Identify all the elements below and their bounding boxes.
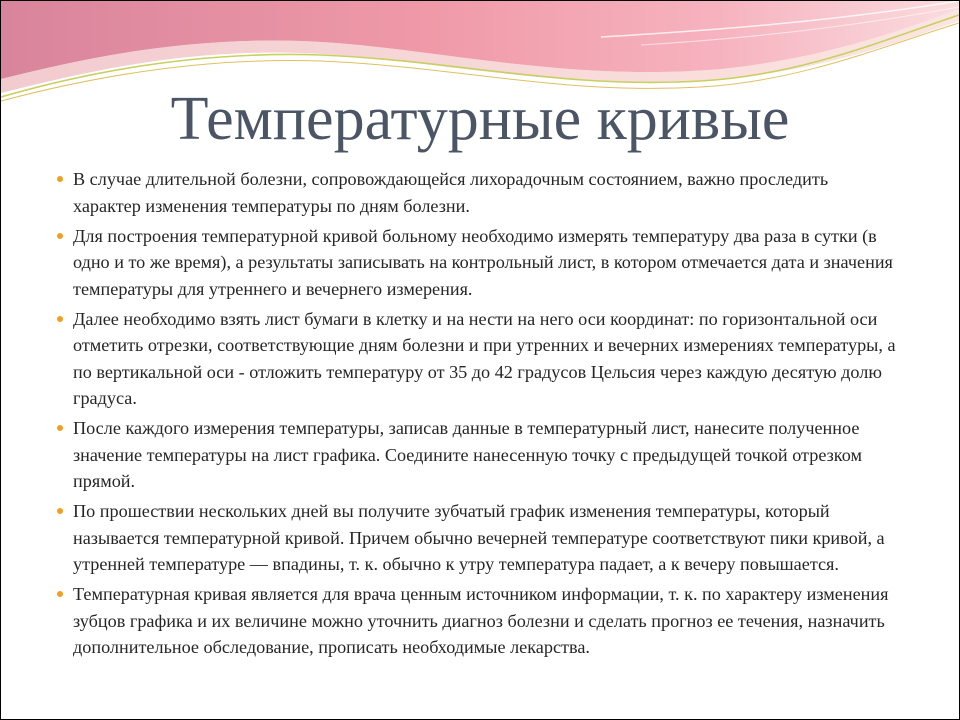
bullet-dot-icon [57, 508, 63, 514]
bullet-dot-icon [57, 425, 63, 431]
bullet-dot-icon [57, 233, 63, 239]
list-item [57, 223, 897, 303]
bullet-text: Для построения температурной кривой больному необходимо измерять температуру два раза в сутки (в одно и то же время), а результаты записывать на контрольный лист, в котором отмечается дата и значения температуры для утреннего и вечернего измерения. [73, 225, 893, 299]
list-item [57, 581, 897, 661]
bullet-dot-icon [57, 316, 63, 322]
list-item [57, 166, 897, 219]
bullet-text: После каждого измерения температуры, записав данные в температурный лист, нанесите полученное значение температуры на лист графика. Соедините нанесенную точку с предыдущей точкой отрезком прямой. [73, 418, 862, 491]
list-item [57, 306, 897, 412]
bullet-text: В случае длительной болезни, сопровождающейся лихорадочным состоянием, важно проследить характер изменения температуры по дням болезни. [73, 169, 829, 216]
bullet-text: Далее необходимо взять лист бумаги в клетку и на нести на него оси координат: по горизонтальной оси отметить отрезки, соответствующие дням болезни и при утренних и вечерних измерениях температуры, а по вертикальной оси - отложить температуру от 35 до 42 градусов Цельсия через каждую десятую долю градуса. [73, 308, 896, 408]
bullet-dot-icon [57, 176, 63, 182]
bullet-dot-icon [57, 591, 63, 597]
list-item [57, 415, 897, 495]
bullet-text: По прошествии нескольких дней вы получите зубчатый график изменения температуры, который называется температурной кривой. Причем обычно вечерней температуре соответствуют пики кривой, а утренней температуре — впадины, т. к. обычно к утру температура падает, а к вечеру повышается. [73, 501, 885, 574]
slide-title: Температурные кривые [170, 85, 790, 153]
list-item [57, 498, 897, 578]
bullet-text: Температурная кривая является для врача ценным источником информации, т. к. по характеру изменения зубцов графика и их величине можно уточнить диагноз болезни и сделать прогноз ее течения, назначить дополнительное обследование, прописать необходимые лекарства. [73, 584, 889, 657]
bullet-list [57, 166, 897, 664]
